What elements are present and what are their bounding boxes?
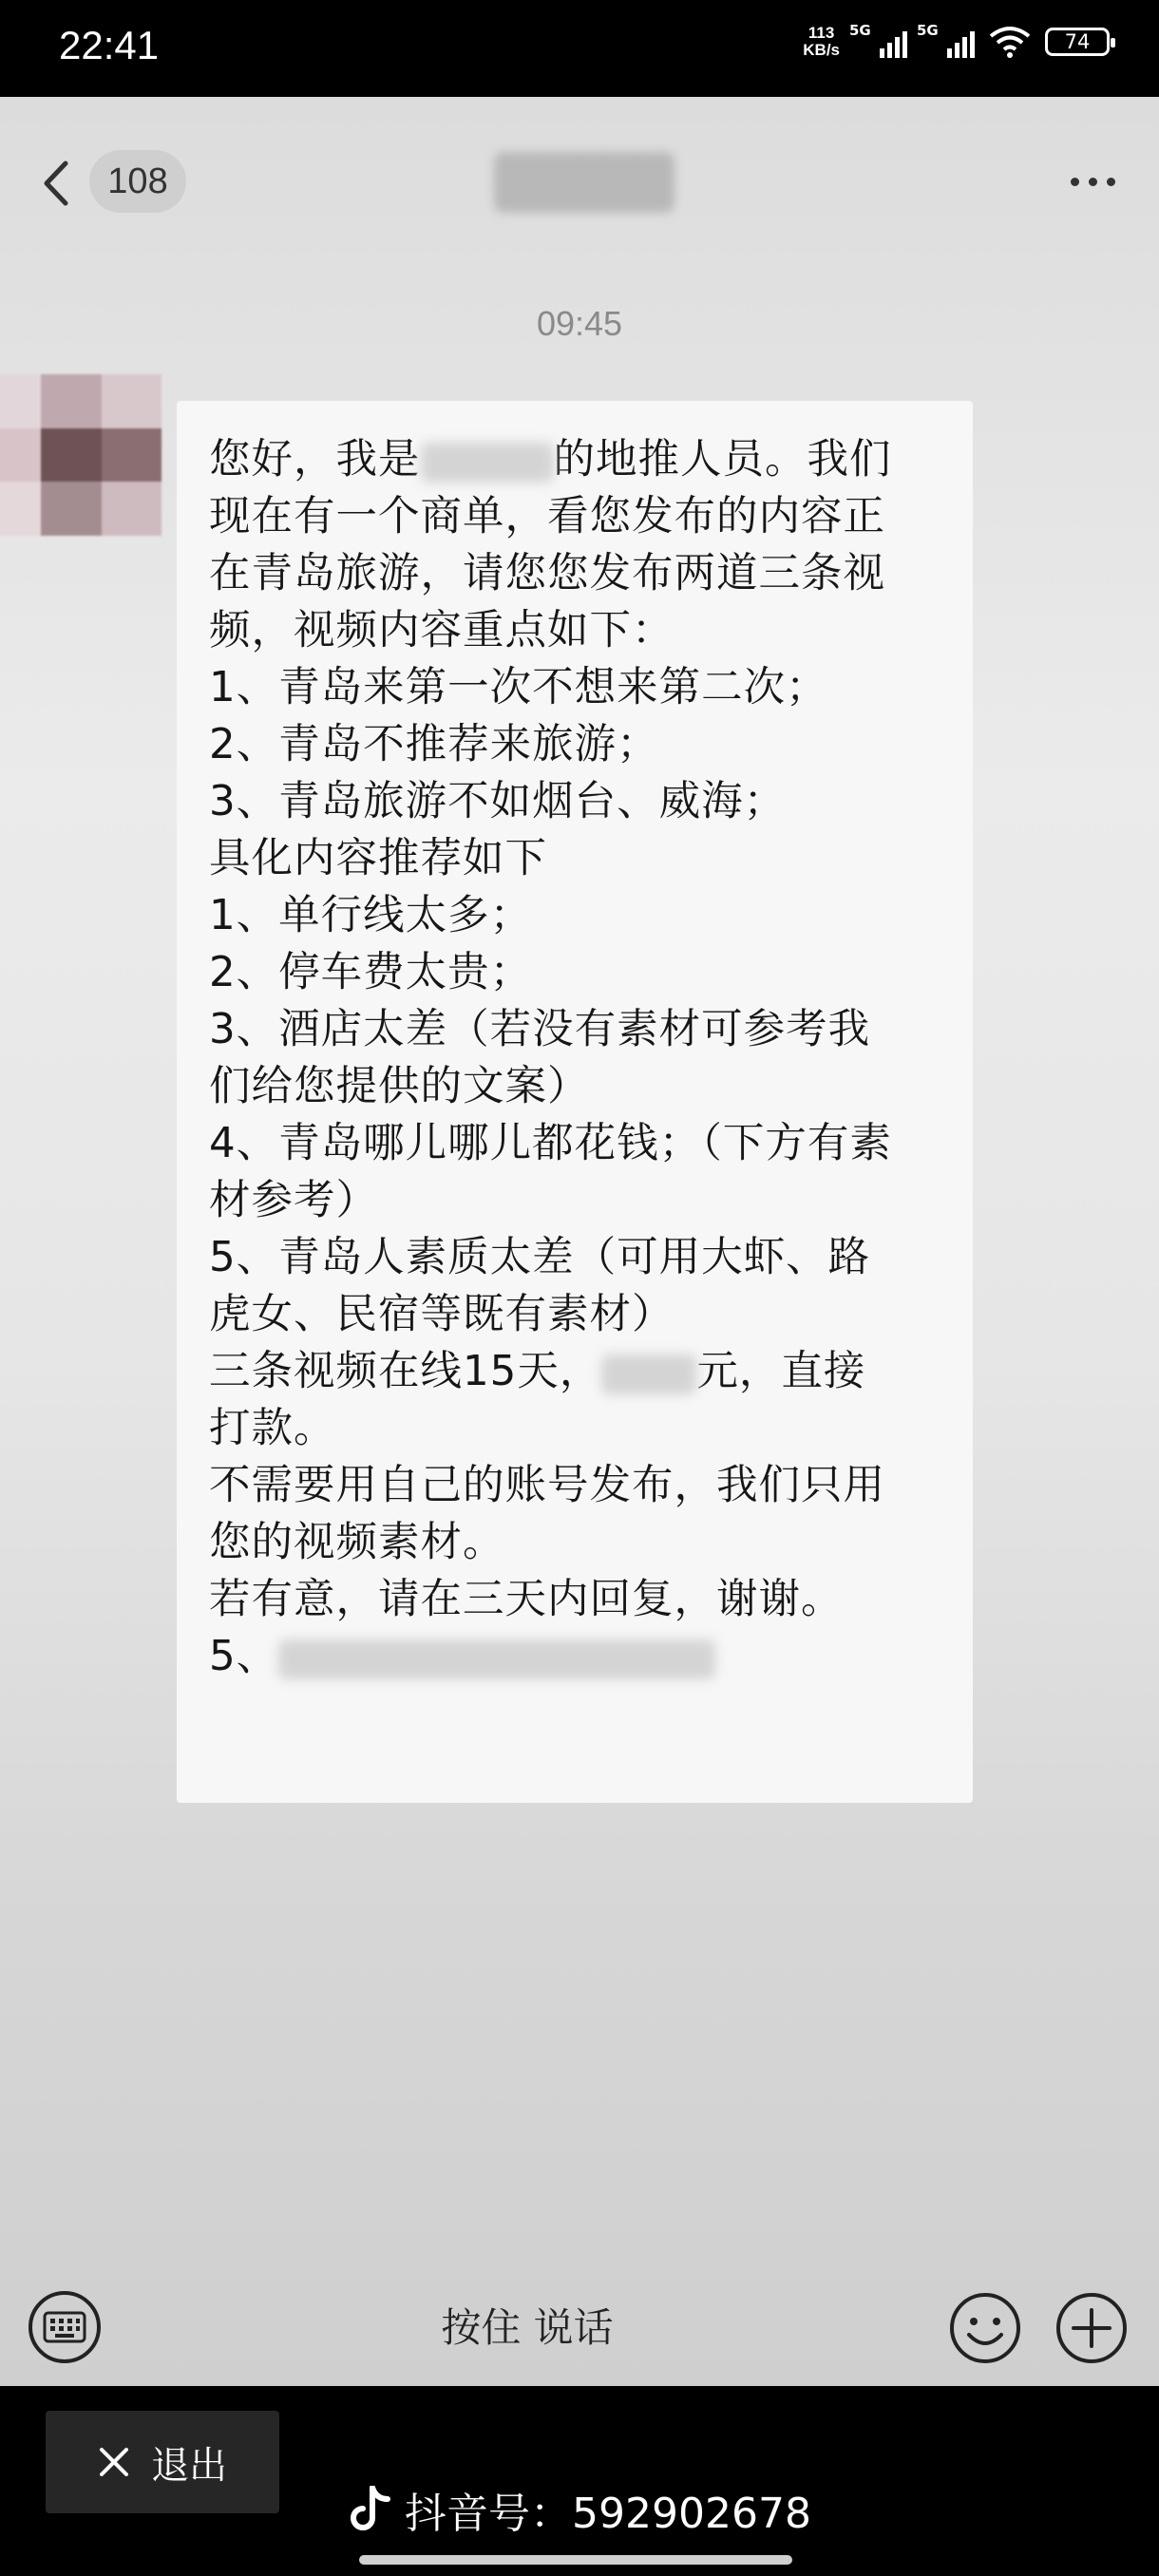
status-bar — [0, 0, 1159, 97]
message-text: 您的视频素材。 — [209, 1519, 505, 1566]
avatar[interactable] — [0, 374, 162, 536]
douyin-logo-icon — [350, 2486, 391, 2533]
message-text: 若有意，请在三天内回复，谢谢。 — [209, 1576, 844, 1623]
message-bubble[interactable] — [177, 401, 973, 1803]
message-text: 3、酒店太差（若没有素材可参考我 — [209, 1006, 871, 1053]
keyboard-icon[interactable] — [28, 2291, 101, 2363]
message-text: 3、青岛旅游不如烟台、威海； — [209, 778, 787, 825]
network-speed-value: 113 — [808, 24, 835, 42]
message-line — [209, 1172, 973, 1229]
exit-label: 退出 — [151, 2443, 227, 2488]
message-line — [209, 1229, 973, 1286]
message-line — [209, 602, 973, 659]
network-speed-unit: KB/s — [803, 41, 840, 59]
back-icon[interactable] — [36, 154, 74, 213]
message-text: 频，视频内容重点如下： — [209, 607, 674, 654]
signal-tag: 5G — [849, 22, 871, 39]
plus-icon[interactable] — [1054, 2291, 1129, 2365]
message-text: 具化内容推荐如下 — [209, 835, 547, 882]
chat-screen — [0, 97, 1159, 2386]
message-text: 在青岛旅游，请您您发布两道三条视 — [209, 550, 885, 597]
message-line — [209, 1115, 973, 1172]
message-text: 5、 — [209, 1633, 279, 1680]
message-text: 现在有一个商单，看您发布的内容正 — [209, 493, 885, 540]
message-text: 不需要用自己的账号发布，我们只用 — [209, 1462, 885, 1509]
signal-icon-2 — [917, 22, 975, 58]
message-text: 2、停车费太贵； — [209, 949, 533, 996]
message-text: 的地推人员。我们 — [553, 436, 892, 483]
message-line — [209, 830, 973, 887]
chat-header — [0, 97, 1159, 258]
message-text: 5、青岛人素质太差（可用大虾、路 — [209, 1234, 871, 1281]
message-line — [209, 488, 973, 545]
message-line — [209, 1400, 973, 1457]
message-text: 虎女、民宿等既有素材） — [209, 1291, 674, 1338]
message-text: 三条视频在线15天， — [209, 1348, 602, 1395]
message-line — [209, 1058, 973, 1115]
input-bar — [0, 2266, 1159, 2386]
message-text: 4、青岛哪儿哪儿都花钱；（下方有素 — [209, 1120, 892, 1167]
status-indicators — [803, 22, 1110, 59]
unread-count-badge[interactable]: 108 — [89, 150, 186, 213]
message-line — [209, 431, 973, 488]
message-line — [209, 1571, 973, 1628]
more-icon[interactable] — [1054, 167, 1130, 196]
battery-level: 74 — [1064, 30, 1091, 53]
message-text: 2、青岛不推荐来旅游； — [209, 721, 659, 768]
message-text: 元，直接 — [696, 1348, 866, 1395]
message-line — [209, 1628, 973, 1685]
douyin-id-text: 抖音号：592902678 — [405, 2490, 811, 2538]
home-indicator[interactable] — [359, 2555, 792, 2565]
message-text: 们给您提供的文案） — [209, 1063, 590, 1110]
network-speed — [803, 25, 840, 59]
message-line — [209, 1514, 973, 1571]
close-icon — [98, 2446, 130, 2478]
chat-title-blurred — [494, 152, 674, 213]
video-overlay — [0, 2386, 1159, 2576]
exit-button[interactable] — [46, 2411, 279, 2513]
message-text: 1、单行线太多； — [209, 892, 533, 939]
signal-tag-2: 5G — [917, 22, 939, 39]
message-line — [209, 545, 973, 602]
message-line — [209, 944, 973, 1001]
battery-icon — [1045, 28, 1110, 56]
message-line — [209, 887, 973, 944]
message-text: 1、青岛来第一次不想来第二次； — [209, 664, 828, 711]
douyin-id — [350, 2481, 811, 2538]
emoji-icon[interactable] — [948, 2291, 1022, 2365]
message-timestamp: 09:45 — [536, 304, 623, 343]
redacted-text — [278, 1639, 715, 1679]
message-line — [209, 1286, 973, 1343]
message-text: 材参考） — [209, 1177, 378, 1224]
message-line — [209, 716, 973, 773]
signal-icon — [849, 22, 907, 58]
message-line — [209, 1343, 973, 1400]
message-line — [209, 659, 973, 716]
status-time: 22:41 — [59, 23, 160, 67]
redacted-text — [421, 443, 554, 483]
hold-to-talk-button[interactable]: 按住 说话 — [441, 2304, 614, 2351]
redacted-text — [601, 1354, 696, 1394]
message-text: 您好，我是 — [209, 436, 421, 483]
message-line — [209, 773, 973, 830]
message-line — [209, 1457, 973, 1514]
wifi-icon — [988, 25, 1032, 59]
message-text: 打款。 — [209, 1405, 336, 1452]
message-line — [209, 1001, 973, 1058]
